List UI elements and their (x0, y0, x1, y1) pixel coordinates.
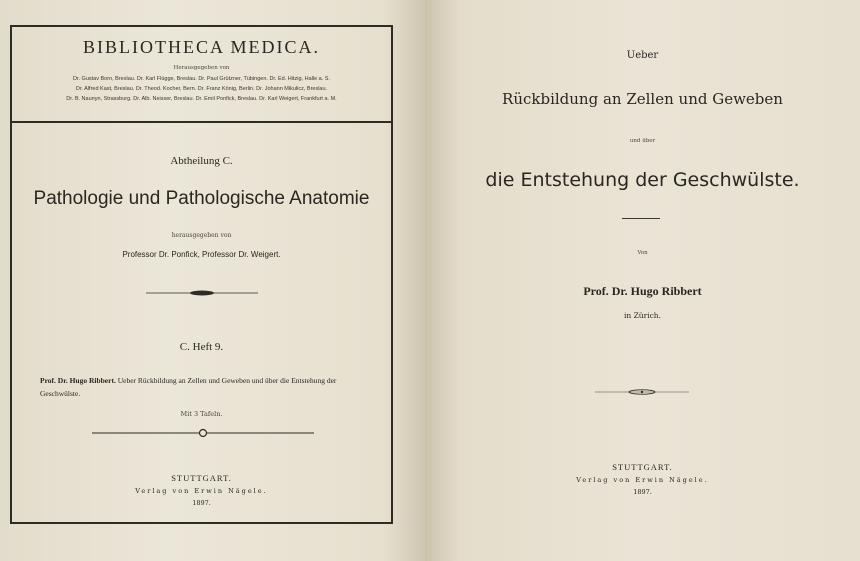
ornament-divider (146, 289, 258, 297)
issue-number: C. Heft 9. (179, 341, 224, 353)
right-year: 1897. (633, 488, 652, 496)
entry-title: Ueber Rückbildung an Zellen und Geweben und über die Entstehung der Geschwülste. (40, 376, 337, 398)
short-rule (622, 218, 660, 219)
series-title: BIBLIOTHECA MEDICA. (83, 37, 320, 57)
author-name: Prof. Dr. Hugo Ribbert (583, 284, 702, 298)
author-place: in Zürich. (623, 311, 662, 320)
series-frame (10, 25, 393, 524)
entry-author: Prof. Dr. Hugo Ribbert. (40, 376, 116, 385)
plates-note: Mit 3 Tafeln. (180, 410, 223, 418)
editors-line-2: Dr. Alfred Kast, Breslau. Dr. Theod. Kocher, Bern. Dr. Franz König, Berlin. Dr. Johann Mikulicz, Breslau. (75, 86, 328, 92)
city: STUTTGART. (171, 473, 232, 483)
division-title: Pathologie und Pathologische Anatomie (33, 188, 370, 209)
title-line-2: Rückbildung an Zellen und Geweben (502, 90, 783, 108)
division-editors: Professor Dr. Ponfick, Professor Dr. Weigert. (122, 250, 281, 259)
ornament-divider-right (595, 388, 689, 396)
right-publisher: Verlag von Erwin Nägele. (576, 476, 709, 484)
publisher: Verlag von Erwin Nägele. (135, 487, 268, 495)
title-line-4: die Entstehung der Geschwülste. (485, 169, 800, 191)
editors-list (12, 74, 391, 104)
title-line-1: Ueber (626, 50, 659, 61)
division-label: Abtheilung C. (170, 155, 233, 167)
division-edited-by: herausgegeben von (171, 232, 232, 239)
editors-line-3: Dr. B. Naunyn, Strassburg. Dr. Alb. Neisser, Breslau. Dr. Emil Ponfick, Breslau. Dr. Karl Weigert, Frankfurt a. M. (66, 96, 337, 102)
edited-by-label: Herausgegeben von (173, 65, 230, 71)
by-label: Von (637, 250, 648, 256)
left-page (0, 0, 425, 561)
series-header (12, 27, 391, 123)
title-line-3: und über (629, 138, 656, 144)
ornament-rule (92, 428, 314, 438)
editors-line-1: Dr. Gustav Born, Breslau. Dr. Karl Flügge, Breslau. Dr. Paul Grützner, Tübingen. Dr. Ed. Hitzig, Halle a. S. (73, 76, 330, 82)
catalog-entry (40, 374, 370, 400)
right-page (425, 0, 860, 561)
year: 1897. (192, 499, 211, 507)
right-city: STUTTGART. (612, 462, 673, 472)
